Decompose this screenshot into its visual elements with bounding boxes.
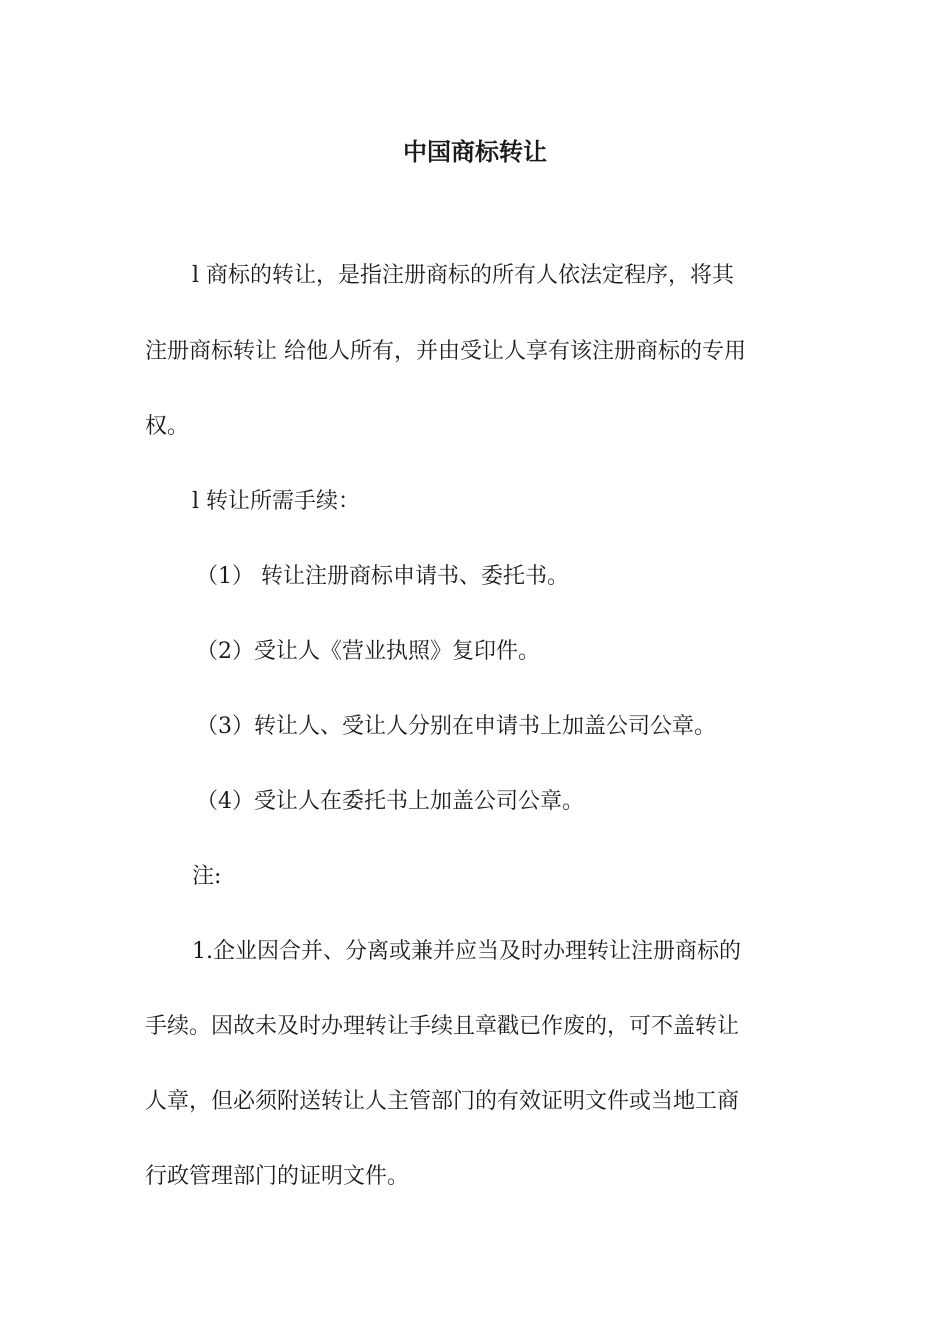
note-line: 行政管理部门的证明文件。 (145, 1164, 410, 1189)
paragraph-line: 注册商标转让 给他人所有，并由受让人享有该注册商标的专用 (145, 339, 746, 364)
list-item: （1） 转让注册商标申请书、委托书。 (196, 564, 569, 589)
note-line: 手续。因故未及时办理转让手续且章戳已作废的，可不盖转让 (145, 1014, 740, 1039)
list-item: （3）转让人、受让人分别在申请书上加盖公司公章。 (196, 714, 716, 739)
document-title: 中国商标转让 (403, 138, 547, 166)
list-item: （4）受让人在委托书上加盖公司公章。 (196, 789, 584, 814)
note-heading: 注: (192, 864, 222, 889)
paragraph-line: l 商标的转让，是指注册商标的所有人依法定程序，将其 (192, 263, 735, 288)
paragraph-line: 权。 (145, 414, 190, 439)
note-line: 人章，但必须附送转让人主管部门的有效证明文件或当地工商 (145, 1089, 740, 1114)
section-heading: l 转让所需手续： (192, 489, 361, 514)
note-line: 1.企业因合并、分离或兼并应当及时办理转让注册商标的 (192, 939, 741, 964)
list-item: （2）受让人《营业执照》复印件。 (196, 639, 540, 664)
